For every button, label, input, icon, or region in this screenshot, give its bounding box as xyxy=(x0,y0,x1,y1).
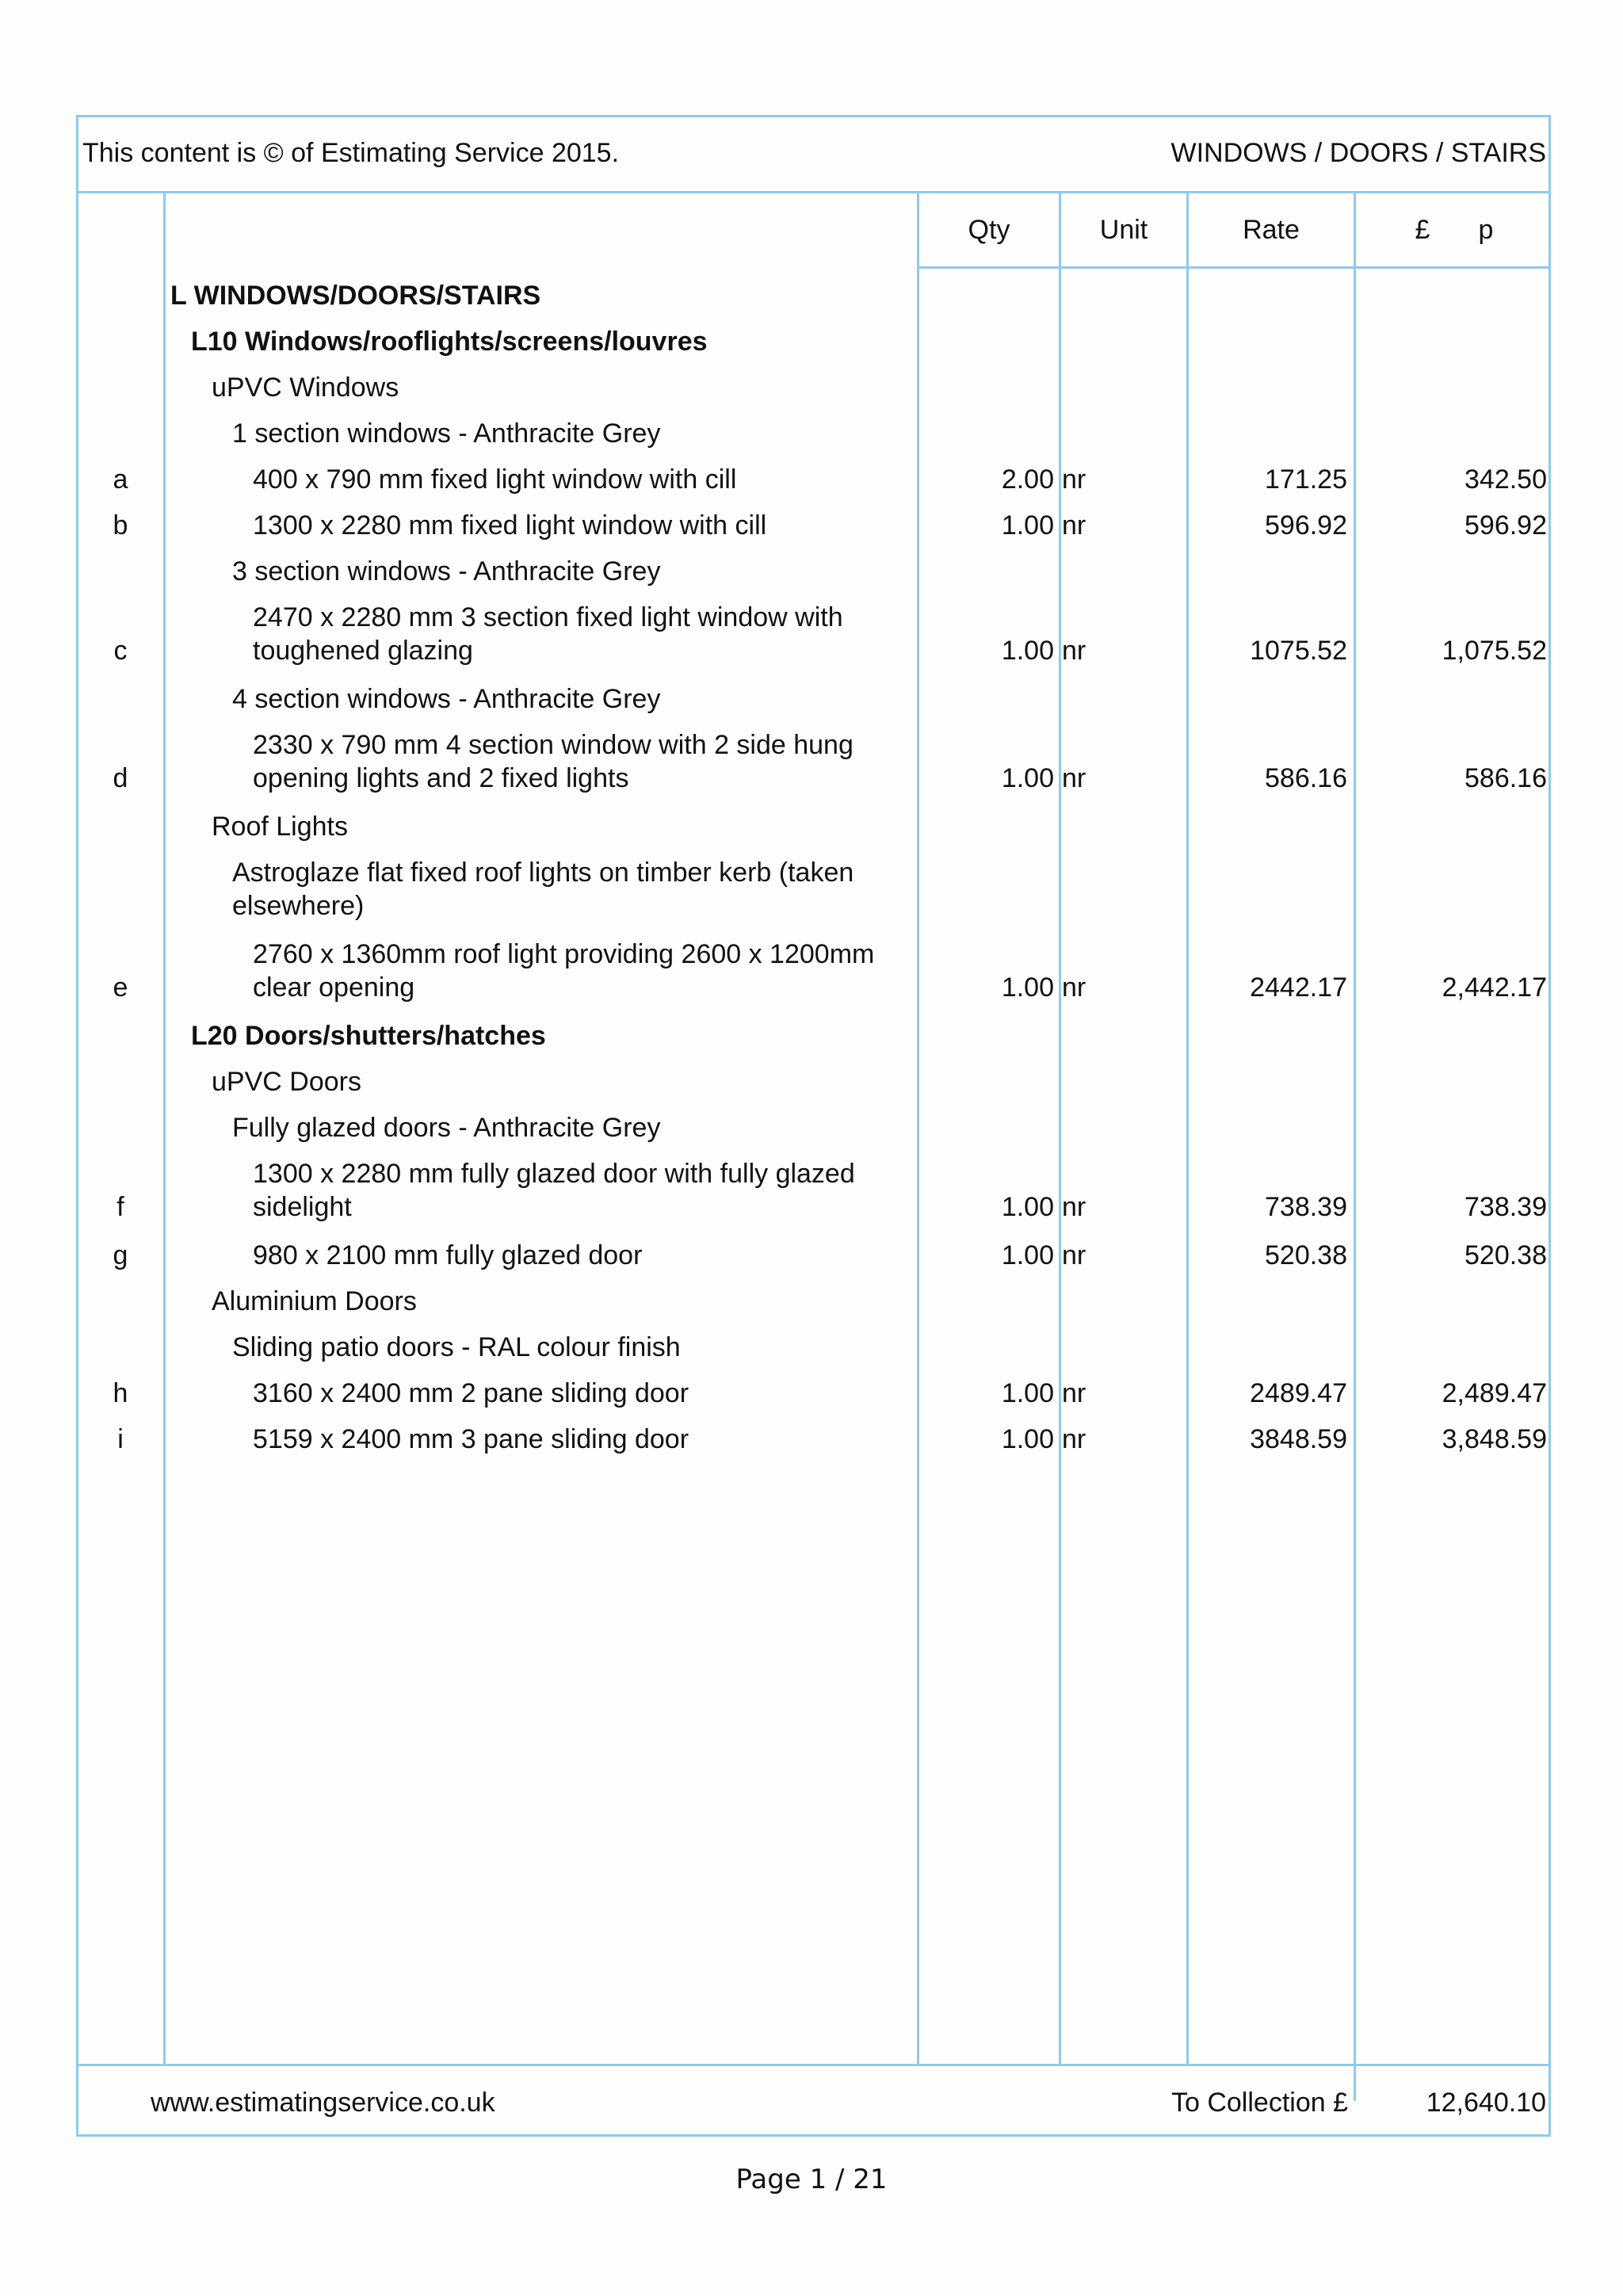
unit-column-header: Unit xyxy=(1099,215,1148,245)
item-amount: 342.50 xyxy=(1465,464,1547,495)
item-amount: 520.38 xyxy=(1465,1240,1547,1270)
collection-label: To Collection £ xyxy=(1170,2088,1348,2118)
page-number: Page 1 / 21 xyxy=(735,2164,888,2195)
item-letter: d xyxy=(113,763,128,793)
collection-total: 12,640.10 xyxy=(1426,2088,1546,2118)
qty-column-header: Qty xyxy=(968,215,1010,245)
item-rate: 738.39 xyxy=(1265,1192,1347,1222)
item-rate: 596.92 xyxy=(1265,510,1347,541)
item-letter: e xyxy=(113,972,128,1003)
item-letter: h xyxy=(113,1378,128,1408)
item-description: L WINDOWS/DOORS/STAIRS xyxy=(170,281,541,311)
item-description: 1300 x 2280 mm fixed light window with cill xyxy=(253,510,767,541)
item-description: 400 x 790 mm fixed light window with cill xyxy=(253,464,737,495)
item-amount: 738.39 xyxy=(1465,1192,1547,1222)
item-qty: 1.00 xyxy=(1001,1378,1054,1408)
item-qty: 1.00 xyxy=(1001,972,1054,1003)
item-amount: 2,442.17 xyxy=(1442,972,1547,1003)
item-qty: 1.00 xyxy=(1001,1240,1054,1270)
column-header-rule xyxy=(917,266,1551,269)
copyright-notice: This content is © of Estimating Service 2015. xyxy=(82,138,620,168)
item-unit: nr xyxy=(1062,763,1086,793)
item-letter: f xyxy=(116,1192,124,1222)
item-description: 2760 x 1360mm roof light providing 2600 x 1200mm clear opening xyxy=(253,939,875,1003)
footer-rule xyxy=(76,2064,1551,2066)
pence-column-header: p xyxy=(1478,215,1494,245)
item-unit: nr xyxy=(1062,1192,1086,1222)
rate-column-header: Rate xyxy=(1243,215,1300,245)
item-description: 980 x 2100 mm fully glazed door xyxy=(253,1240,643,1270)
item-amount: 586.16 xyxy=(1465,763,1547,793)
item-amount: 2,489.47 xyxy=(1442,1378,1547,1408)
item-letter: g xyxy=(113,1240,128,1270)
item-letter: c xyxy=(113,636,128,666)
item-description: 5159 x 2400 mm 3 pane sliding door xyxy=(253,1424,689,1454)
item-unit: nr xyxy=(1062,972,1086,1003)
item-description: Aluminium Doors xyxy=(212,1286,417,1316)
item-rate: 3848.59 xyxy=(1250,1424,1347,1454)
item-unit: nr xyxy=(1062,1240,1086,1270)
header-rule xyxy=(76,191,1551,193)
section-title: WINDOWS / DOORS / STAIRS xyxy=(1170,138,1546,168)
item-description: 3160 x 2400 mm 2 pane sliding door xyxy=(253,1378,689,1408)
item-rate: 2442.17 xyxy=(1250,972,1347,1003)
item-description: Sliding patio doors - RAL colour finish xyxy=(232,1332,681,1362)
item-rate: 171.25 xyxy=(1265,464,1347,495)
item-letter: a xyxy=(113,464,128,495)
amount-column-divider xyxy=(1354,191,1356,2101)
item-qty: 1.00 xyxy=(1001,510,1054,541)
item-unit: nr xyxy=(1062,464,1086,495)
item-description: L10 Windows/rooflights/screens/louvres xyxy=(191,327,708,357)
item-unit: nr xyxy=(1062,636,1086,666)
item-description: 1 section windows - Anthracite Grey xyxy=(232,418,661,449)
item-qty: 1.00 xyxy=(1001,1424,1054,1454)
item-unit: nr xyxy=(1062,1424,1086,1454)
item-rate: 2489.47 xyxy=(1250,1378,1347,1408)
item-qty: 2.00 xyxy=(1001,464,1054,495)
item-description: Astroglaze flat fixed roof lights on timber kerb (taken elsewhere) xyxy=(232,858,854,921)
website-link[interactable]: www.estimatingservice.co.uk xyxy=(151,2088,495,2118)
item-description: 2330 x 790 mm 4 section window with 2 side hung opening lights and 2 fixed lights xyxy=(253,730,854,793)
item-letter: i xyxy=(117,1424,124,1454)
pounds-column-header: £ xyxy=(1415,215,1430,245)
item-description: 3 section windows - Anthracite Grey xyxy=(232,556,661,586)
item-description: L20 Doors/shutters/hatches xyxy=(191,1021,546,1051)
item-description: Fully glazed doors - Anthracite Grey xyxy=(232,1113,661,1143)
item-letter: b xyxy=(113,510,128,541)
item-description: Roof Lights xyxy=(212,812,348,842)
unit-column-divider xyxy=(1059,191,1061,2065)
item-description: uPVC Windows xyxy=(212,372,399,403)
item-amount: 3,848.59 xyxy=(1442,1424,1547,1454)
item-unit: nr xyxy=(1062,510,1086,541)
item-rate: 586.16 xyxy=(1265,763,1347,793)
item-qty: 1.00 xyxy=(1001,636,1054,666)
item-amount: 596.92 xyxy=(1465,510,1547,541)
item-rate: 1075.52 xyxy=(1250,636,1347,666)
item-rate: 520.38 xyxy=(1265,1240,1347,1270)
item-description: 1300 x 2280 mm fully glazed door with fully glazed sidelight xyxy=(253,1159,855,1222)
item-description: 4 section windows - Anthracite Grey xyxy=(232,684,661,714)
item-description: uPVC Doors xyxy=(212,1067,361,1097)
item-qty: 1.00 xyxy=(1001,763,1054,793)
item-description: 2470 x 2280 mm 3 section fixed light window with toughened glazing xyxy=(253,602,843,666)
item-unit: nr xyxy=(1062,1378,1086,1408)
item-qty: 1.00 xyxy=(1001,1192,1054,1222)
item-amount: 1,075.52 xyxy=(1442,636,1547,666)
